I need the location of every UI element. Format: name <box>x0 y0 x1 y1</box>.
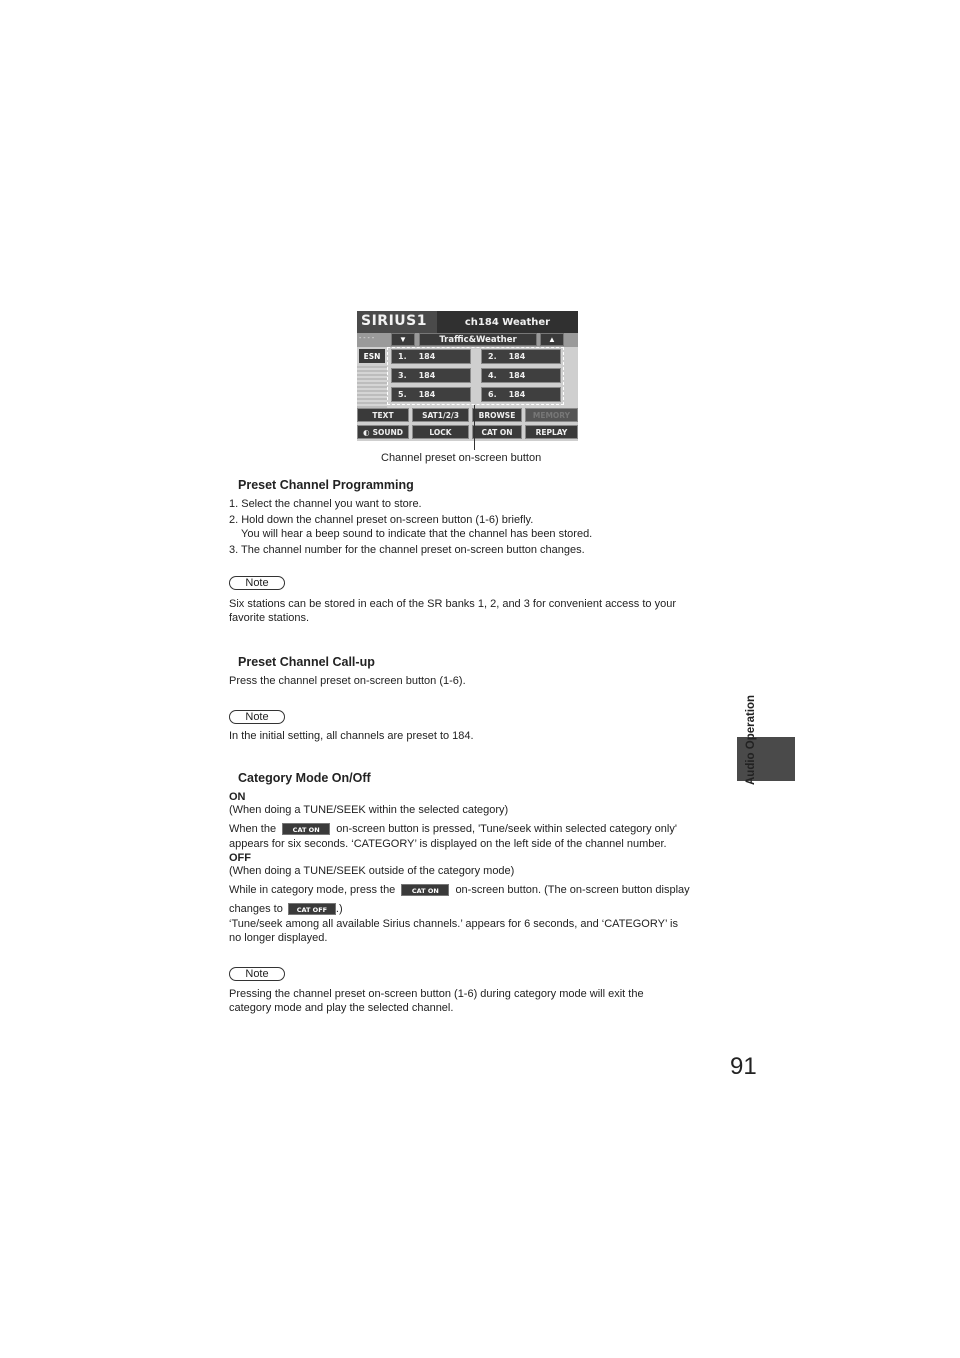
memory-button[interactable]: MEMORY <box>525 408 578 422</box>
step-2: 2. Hold down the channel preset on-screen button (1-6) briefly. <box>229 514 534 526</box>
sound-label: SOUND <box>372 427 403 437</box>
step-1: 1. Select the channel you want to store. <box>229 498 422 510</box>
off-text-line-3: ‘Tune/seek among all available Sirius channels.’ appears for 6 seconds, and ‘CATEGORY’ is <box>229 918 678 930</box>
note-1-line-1: Six stations can be stored in each of the SR banks 1, 2, and 3 for convenient access to your <box>229 598 676 610</box>
note-badge: Note <box>229 967 285 981</box>
sound-button[interactable] <box>357 425 409 439</box>
callout-line <box>474 405 475 450</box>
callup-text: Press the channel preset on-screen button (1-6). <box>229 675 466 687</box>
off-text-d: .) <box>335 903 343 915</box>
category-name: Traffic&Weather <box>419 333 537 346</box>
preset-number: 6. <box>488 390 497 399</box>
note-badge: Note <box>229 710 285 724</box>
heading-programming: Preset Channel Programming <box>238 478 414 492</box>
replay-button[interactable]: REPLAY <box>525 425 578 439</box>
sirius-logo: SIRIUS1 <box>361 313 427 329</box>
channel-display: ch184 Weather <box>437 311 578 333</box>
on-label: ON <box>229 791 246 803</box>
esn-button[interactable]: ESN <box>359 349 385 363</box>
heading-category: Category Mode On/Off <box>238 771 371 785</box>
off-text-b: on-screen button. (The on-screen button display <box>455 884 690 896</box>
page-number: 91 <box>730 1053 757 1080</box>
figure-caption: Channel preset on-screen button <box>381 452 542 464</box>
step-3: 3. The channel number for the channel preset on-screen button changes. <box>229 544 585 556</box>
heading-callup: Preset Channel Call-up <box>238 655 375 669</box>
preset-number: 3. <box>398 371 407 380</box>
on-text-line-2: appears for six seconds. ‘CATEGORY’ is displayed on the left side of the channel number. <box>229 838 667 850</box>
speaker-icon: ◐ <box>363 427 370 437</box>
browse-button[interactable]: BROWSE <box>472 408 522 422</box>
off-label: OFF <box>229 852 251 864</box>
on-text-a: When the <box>229 823 277 835</box>
cat-on-inline-button: CAT ON <box>401 884 449 896</box>
on-text-line-1 <box>229 822 677 836</box>
preset-value: 184 <box>418 352 436 361</box>
off-text-line-1 <box>229 883 690 897</box>
note-1-line-2: favorite stations. <box>229 612 310 624</box>
off-text-c: changes to <box>229 903 283 915</box>
off-text-line-4: no longer displayed. <box>229 932 328 944</box>
preset-value: 184 <box>508 352 526 361</box>
cat-on-inline-button: CAT ON <box>282 823 330 835</box>
off-description: (When doing a TUNE/SEEK outside of the category mode) <box>229 865 515 877</box>
preset-highlight-box <box>387 347 564 405</box>
on-text-b: on-screen button is pressed, 'Tune/seek within selected category only' <box>336 823 677 835</box>
category-up-button[interactable]: ▲ <box>540 333 564 346</box>
preset-value: 184 <box>418 390 436 399</box>
off-text-a: While in category mode, press the <box>229 884 396 896</box>
dash-indicator: - - - - <box>359 335 375 342</box>
sat-button[interactable]: SAT1/2/3 <box>412 408 469 422</box>
preset-value: 184 <box>508 390 526 399</box>
preset-number: 1. <box>398 352 407 361</box>
note-2-text: In the initial setting, all channels are preset to 184. <box>229 730 474 742</box>
note-badge: Note <box>229 576 285 590</box>
side-section-label <box>745 694 765 895</box>
text-button[interactable]: TEXT <box>357 408 409 422</box>
step-2-detail: You will hear a beep sound to indicate that the channel has been stored. <box>241 528 593 540</box>
on-description: (When doing a TUNE/SEEK within the selected category) <box>229 804 509 816</box>
head-unit-screenshot <box>357 311 578 441</box>
note-3-line-1: Pressing the channel preset on-screen button (1-6) during category mode will exit the <box>229 988 644 1000</box>
preset-number: 5. <box>398 390 407 399</box>
side-panel <box>357 366 387 408</box>
preset-number: 2. <box>488 352 497 361</box>
cat-on-button[interactable]: CAT ON <box>472 425 522 439</box>
cat-off-inline-button: CAT OFF <box>288 903 336 915</box>
note-3-line-2: category mode and play the selected channel. <box>229 1002 454 1014</box>
off-text-line-2 <box>229 902 343 916</box>
category-down-button[interactable]: ▼ <box>391 333 415 346</box>
preset-value: 184 <box>418 371 436 380</box>
preset-value: 184 <box>508 371 526 380</box>
side-section-text: Audio Operation <box>745 694 757 785</box>
preset-number: 4. <box>488 371 497 380</box>
lock-button[interactable]: LOCK <box>412 425 469 439</box>
